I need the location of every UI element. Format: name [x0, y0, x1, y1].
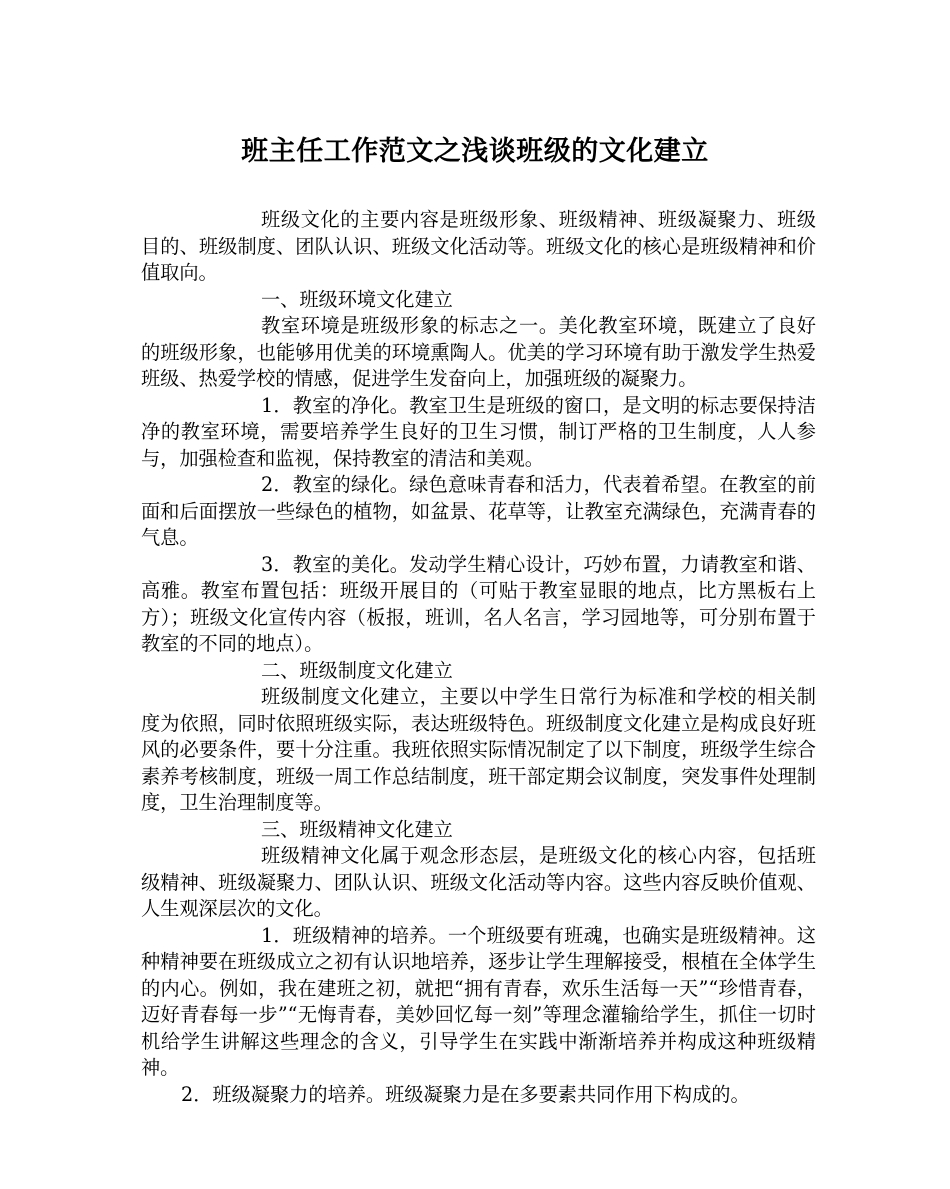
section-heading-1: 一、班级环境文化建立 — [261, 287, 453, 311]
paragraph: 班级制度文化建立，主要以中学生日常行为标准和学校的相关制度为依照，同时依照班级实际，表达班级特色。班级制度文化建立是构成良好班风的必要条件，要十分注重。我班依照实际情况制定了以下制度，班级学生综合素养考核制度，班级一周工作总结制度，班干部定期会议制度，突发事件处理制度，卫生治理制度等。 — [141, 685, 816, 814]
section-heading-3: 三、班级精神文化建立 — [261, 817, 453, 841]
document-body — [141, 207, 816, 1108]
list-item-paragraph: 1．班级精神的培养。一个班级要有班魂，也确实是班级精神。这种精神要在班级成立之初有认识地培养，逐步让学生理解接受，根植在全体学生的内心。例如，我在建班之初，就把“拥有青春，欢乐生活每一天”“珍惜青春，迈好青春每一步”“无悔青春，美妙回忆每一刻”等理念灌输给学生，抓住一切时机给学生讲解这些理念的含义，引导学生在实践中渐渐培养并构成这种班级精神。 — [141, 923, 816, 1079]
list-item-paragraph: 2．班级凝聚力的培养。班级凝聚力是在多要素共同作用下构成的。 — [181, 1082, 750, 1106]
document-title: 班主任工作范文之浅谈班级的文化建立 — [241, 136, 709, 167]
list-item-paragraph: 1．教室的净化。教室卫生是班级的窗口，是文明的标志要保持洁净的教室环境，需要培养学生良好的卫生习惯，制订严格的卫生制度，人人参与，加强检查和监视，保持教室的清洁和美观。 — [141, 393, 816, 470]
section-heading-2: 二、班级制度文化建立 — [261, 658, 453, 682]
list-item-paragraph: 2．教室的绿化。绿色意味青春和活力，代表着希望。在教室的前面和后面摆放一些绿色的植物，如盆景、花草等，让教室充满绿色，充满青春的气息。 — [141, 473, 816, 549]
paragraph: 班级精神文化属于观念形态层，是班级文化的核心内容，包括班级精神、班级凝聚力、团队认识、班级文化活动等内容。这些内容反映价值观、人生观深层次的文化。 — [141, 844, 816, 920]
list-item-paragraph: 3．教室的美化。发动学生精心设计，巧妙布置，力请教室和谐、高雅。教室布置包括：班级开展目的（可贴于教室显眼的地点，比方黑板右上方）；班级文化宣传内容（板报，班训，名人名言，学习园地等，可分别布置于教室的不同的地点）。 — [141, 552, 816, 655]
paragraph-intro: 班级文化的主要内容是班级形象、班级精神、班级凝聚力、班级目的、班级制度、团队认识、班级文化活动等。班级文化的核心是班级精神和价值取向。 — [141, 208, 816, 284]
paragraph: 教室环境是班级形象的标志之一。美化教室环境，既建立了良好的班级形象，也能够用优美的环境熏陶人。优美的学习环境有助于激发学生热爱班级、热爱学校的情感，促进学生发奋向上，加强班级的凝聚力。 — [141, 314, 816, 390]
